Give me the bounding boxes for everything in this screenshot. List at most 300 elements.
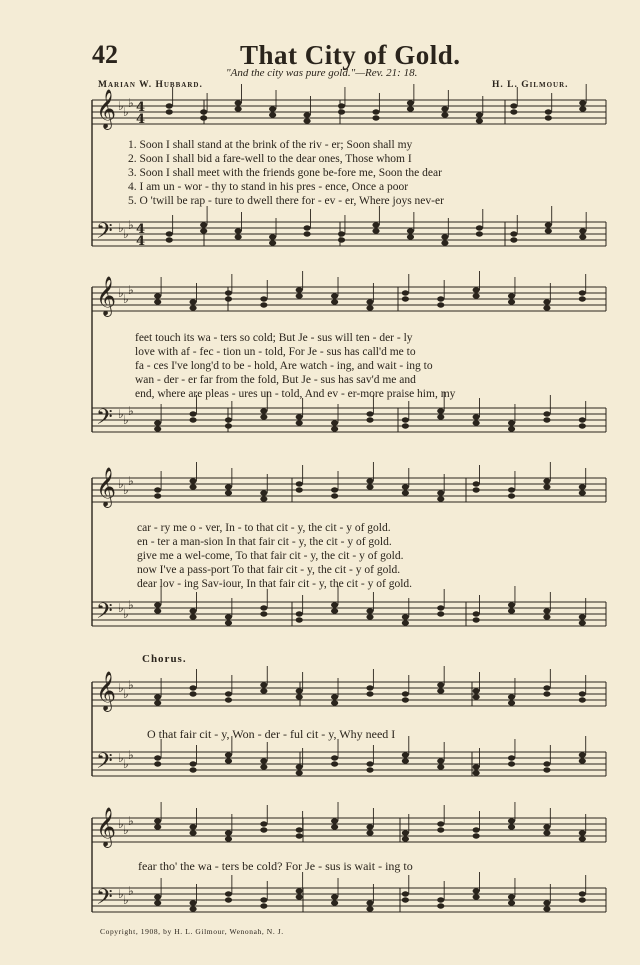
note-head (402, 836, 409, 841)
note-head (189, 824, 196, 829)
note-head (579, 106, 586, 111)
note-head (269, 106, 276, 111)
flat-icon: ♭ (123, 105, 129, 119)
note-head (189, 691, 196, 696)
scripture-epigraph: "And the city was pure gold."—Rev. 21: 18. (226, 67, 418, 79)
note-head (166, 109, 173, 114)
note-head (473, 293, 480, 298)
verse-line: now I've a pass-port To that fair cit - y, the cit - y of gold. (137, 564, 401, 576)
note-head (510, 109, 517, 114)
note-head (476, 118, 483, 123)
note-head (473, 833, 480, 838)
note-head (508, 299, 515, 304)
note-head (331, 755, 338, 760)
flat-icon: ♭ (128, 678, 134, 692)
note-head (331, 420, 338, 425)
note-head (473, 688, 480, 693)
note-head (473, 694, 480, 699)
note-head (579, 296, 586, 301)
note-head (296, 764, 303, 769)
note-head (579, 691, 586, 696)
note-head (402, 614, 409, 619)
bass-clef-icon: 𝄢 (96, 885, 113, 915)
note-head (437, 302, 444, 307)
note-head (225, 691, 232, 696)
note-head (508, 608, 515, 613)
time-signature: 4 (136, 112, 146, 127)
note-head (260, 408, 267, 413)
note-head (579, 228, 586, 233)
note-head (508, 420, 515, 425)
note-head (579, 897, 586, 902)
flat-icon: ♭ (123, 893, 129, 907)
note-head (331, 700, 338, 705)
note-head (166, 237, 173, 242)
note-head (331, 602, 338, 607)
note-head (366, 906, 373, 911)
note-head (225, 490, 232, 495)
chorus-line: O that fair cit - y, Won - der - ful cit - y, Why need I (147, 727, 396, 741)
note-head (437, 821, 444, 826)
note-head (225, 484, 232, 489)
flat-icon: ♭ (123, 687, 129, 701)
note-head (296, 770, 303, 775)
note-head (402, 484, 409, 489)
note-head (543, 608, 550, 613)
note-head (473, 770, 480, 775)
note-head (473, 414, 480, 419)
note-head (154, 894, 161, 899)
note-head (579, 620, 586, 625)
flat-icon: ♭ (118, 221, 124, 235)
note-head (543, 900, 550, 905)
note-head (473, 617, 480, 622)
note-head (189, 417, 196, 422)
flat-icon: ♭ (118, 681, 124, 695)
flat-icon: ♭ (128, 474, 134, 488)
note-head (154, 900, 161, 905)
composer-credit: H. L. Gilmour. (492, 80, 569, 90)
verse-line: car - ry me o - ver, In - to that cit - y, the cit - y of gold. (137, 522, 391, 534)
note-head (189, 484, 196, 489)
note-head (200, 109, 207, 114)
page-number: 42 (92, 40, 118, 69)
note-head (331, 493, 338, 498)
note-head (579, 490, 586, 495)
copyright-notice: Copyright, 1908, by H. L. Gilmour, Wenonah, N. J. (100, 927, 284, 936)
note-head (579, 891, 586, 896)
note-head (260, 611, 267, 616)
note-head (260, 827, 267, 832)
note-head (331, 293, 338, 298)
note-head (543, 478, 550, 483)
note-head (543, 299, 550, 304)
flat-icon: ♭ (118, 601, 124, 615)
note-head (269, 234, 276, 239)
note-head (510, 231, 517, 236)
note-head (189, 299, 196, 304)
note-head (473, 827, 480, 832)
note-head (338, 103, 345, 108)
flat-icon: ♭ (128, 814, 134, 828)
note-head (154, 755, 161, 760)
note-head (402, 296, 409, 301)
note-head (473, 487, 480, 492)
note-head (331, 426, 338, 431)
note-head (225, 758, 232, 763)
note-head (296, 894, 303, 899)
note-head (296, 888, 303, 893)
note-head (437, 897, 444, 902)
note-head (331, 608, 338, 613)
flat-icon: ♭ (123, 292, 129, 306)
note-head (296, 617, 303, 622)
verse-line: fa - ces I've long'd to be - hold, Are watch - ing, and wait - ing to (135, 360, 433, 372)
note-head (543, 906, 550, 911)
flat-icon: ♭ (128, 748, 134, 762)
note-head (235, 234, 242, 239)
note-head (543, 685, 550, 690)
note-head (473, 287, 480, 292)
note-head (225, 614, 232, 619)
note-head (303, 112, 310, 117)
note-head (296, 414, 303, 419)
flat-icon: ♭ (123, 483, 129, 497)
note-head (366, 305, 373, 310)
treble-clef-icon: 𝄞 (96, 807, 117, 847)
note-head (154, 761, 161, 766)
note-head (508, 824, 515, 829)
note-head (296, 487, 303, 492)
verse-line: give me a wel-come, To that fair cit - y, the cit - y of gold. (137, 550, 404, 562)
flat-icon: ♭ (128, 884, 134, 898)
verse-line: feet touch its wa - ters so cold; But Je - sus will ten - der - ly (135, 332, 413, 344)
treble-clef-icon: 𝄞 (96, 467, 117, 507)
note-head (260, 490, 267, 495)
note-head (189, 767, 196, 772)
note-head (508, 493, 515, 498)
flat-icon: ♭ (118, 286, 124, 300)
note-head (437, 688, 444, 693)
note-head (338, 237, 345, 242)
note-head (154, 824, 161, 829)
note-head (579, 234, 586, 239)
note-head (437, 605, 444, 610)
note-head (338, 231, 345, 236)
note-head (331, 894, 338, 899)
note-head (235, 100, 242, 105)
bass-clef-icon: 𝄢 (96, 405, 113, 435)
verse-line: 2. Soon I shall bid a fare-well to the dear ones, Those whom I (128, 153, 412, 165)
note-head (235, 106, 242, 111)
note-head (579, 290, 586, 295)
treble-clef-icon: 𝄞 (96, 276, 117, 316)
note-head (189, 685, 196, 690)
note-head (437, 764, 444, 769)
note-head (331, 694, 338, 699)
note-head (543, 614, 550, 619)
note-head (225, 423, 232, 428)
flat-icon: ♭ (128, 283, 134, 297)
note-head (473, 888, 480, 893)
note-head (543, 691, 550, 696)
note-head (579, 697, 586, 702)
note-head (200, 228, 207, 233)
note-head (473, 420, 480, 425)
note-head (296, 293, 303, 298)
note-head (366, 900, 373, 905)
note-head (508, 700, 515, 705)
note-head (545, 109, 552, 114)
note-head (189, 411, 196, 416)
note-head (260, 821, 267, 826)
note-head (225, 290, 232, 295)
flat-icon: ♭ (128, 96, 134, 110)
note-head (225, 897, 232, 902)
time-signature: 4 (136, 222, 146, 237)
note-head (189, 761, 196, 766)
note-head (545, 222, 552, 227)
note-head (260, 605, 267, 610)
note-head (508, 602, 515, 607)
note-head (402, 423, 409, 428)
note-head (508, 426, 515, 431)
note-head (366, 685, 373, 690)
flat-icon: ♭ (118, 751, 124, 765)
note-head (366, 614, 373, 619)
note-head (543, 824, 550, 829)
note-head (473, 611, 480, 616)
note-head (407, 228, 414, 233)
note-head (437, 496, 444, 501)
note-head (579, 752, 586, 757)
note-head (166, 103, 173, 108)
verse-line: 5. O 'twill be rap - ture to dwell there for - ev - er, Where joys nev-er (128, 195, 444, 207)
note-head (225, 620, 232, 625)
note-head (269, 112, 276, 117)
verse-line: wan - der - er far from the fold, But Je - sus has sav'd me and (135, 374, 416, 386)
note-head (402, 620, 409, 625)
note-head (154, 818, 161, 823)
note-head (543, 830, 550, 835)
note-head (154, 602, 161, 607)
verse-line: 1. Soon I shall stand at the brink of the riv - er; Soon shall my (128, 139, 413, 151)
note-head (372, 115, 379, 120)
note-head (200, 115, 207, 120)
note-head (296, 694, 303, 699)
flat-icon: ♭ (128, 404, 134, 418)
flat-icon: ♭ (123, 227, 129, 241)
note-head (366, 830, 373, 835)
note-head (508, 755, 515, 760)
note-head (543, 761, 550, 766)
note-head (225, 296, 232, 301)
note-head (296, 688, 303, 693)
note-head (579, 830, 586, 835)
flat-icon: ♭ (118, 99, 124, 113)
note-head (402, 897, 409, 902)
note-head (154, 700, 161, 705)
note-head (260, 688, 267, 693)
note-head (225, 830, 232, 835)
note-head (508, 818, 515, 823)
note-head (402, 490, 409, 495)
note-head (407, 100, 414, 105)
chorus-line: fear tho' the wa - ters be cold? For Je - sus is wait - ing to (138, 859, 413, 873)
note-head (543, 305, 550, 310)
note-head (543, 767, 550, 772)
verse-line: 4. I am un - wor - thy to stand in his pres - ence, Once a poor (128, 181, 409, 193)
note-head (189, 305, 196, 310)
note-head (154, 694, 161, 699)
flat-icon: ♭ (123, 757, 129, 771)
note-head (402, 417, 409, 422)
note-head (189, 830, 196, 835)
note-head (260, 302, 267, 307)
note-head (189, 906, 196, 911)
note-head (407, 106, 414, 111)
note-head (331, 487, 338, 492)
note-head (545, 115, 552, 120)
note-head (372, 228, 379, 233)
verse-line: 3. Soon I shall meet with the friends gone be-fore me, Soon the dear (128, 167, 442, 179)
note-head (402, 290, 409, 295)
flat-icon: ♭ (118, 817, 124, 831)
note-head (402, 891, 409, 896)
note-head (441, 234, 448, 239)
chorus-label: Chorus. (142, 653, 187, 665)
note-head (154, 420, 161, 425)
note-head (437, 903, 444, 908)
note-head (579, 836, 586, 841)
note-head (331, 818, 338, 823)
note-head (296, 420, 303, 425)
bass-clef-icon: 𝄢 (96, 219, 113, 249)
note-head (366, 824, 373, 829)
note-head (331, 900, 338, 905)
note-head (296, 827, 303, 832)
flat-icon: ♭ (123, 823, 129, 837)
verse-line: love with af - fec - tion un - told, For Je - sus has call'd me to (135, 346, 416, 358)
note-head (473, 481, 480, 486)
note-head (366, 691, 373, 696)
note-head (331, 824, 338, 829)
note-head (225, 417, 232, 422)
note-head (331, 299, 338, 304)
note-head (508, 487, 515, 492)
note-head (303, 225, 310, 230)
note-head (372, 109, 379, 114)
note-head (543, 484, 550, 489)
note-head (437, 296, 444, 301)
note-head (154, 493, 161, 498)
flat-icon: ♭ (128, 598, 134, 612)
note-head (372, 222, 379, 227)
flat-icon: ♭ (123, 413, 129, 427)
note-head (366, 484, 373, 489)
note-head (579, 614, 586, 619)
flat-icon: ♭ (118, 887, 124, 901)
note-head (579, 100, 586, 105)
flat-icon: ♭ (128, 218, 134, 232)
bass-clef-icon: 𝄢 (96, 599, 113, 629)
note-head (225, 891, 232, 896)
note-head (476, 225, 483, 230)
note-head (508, 894, 515, 899)
note-head (437, 758, 444, 763)
note-head (366, 608, 373, 613)
verse-line: en - ter a man-sion In that fair cit - y, the cit - y of gold. (137, 536, 392, 548)
flat-icon: ♭ (118, 407, 124, 421)
note-head (366, 767, 373, 772)
note-head (476, 231, 483, 236)
note-head (366, 411, 373, 416)
note-head (154, 426, 161, 431)
note-head (508, 293, 515, 298)
note-head (437, 611, 444, 616)
note-head (441, 106, 448, 111)
note-head (441, 240, 448, 245)
note-head (437, 414, 444, 419)
note-head (510, 103, 517, 108)
note-head (303, 231, 310, 236)
note-head (260, 414, 267, 419)
treble-clef-icon: 𝄞 (96, 671, 117, 711)
note-head (235, 228, 242, 233)
note-head (441, 112, 448, 117)
note-head (508, 761, 515, 766)
note-head (437, 682, 444, 687)
verse-line: end, where are pleas - ures un - told, And ev - er-more praise him, my (135, 388, 456, 400)
note-head (543, 417, 550, 422)
note-head (296, 287, 303, 292)
note-head (579, 423, 586, 428)
note-head (579, 758, 586, 763)
note-head (510, 237, 517, 242)
note-head (366, 761, 373, 766)
note-head (303, 118, 310, 123)
time-signature: 4 (136, 234, 146, 249)
bass-clef-icon: 𝄢 (96, 749, 113, 779)
note-head (296, 611, 303, 616)
note-head (154, 608, 161, 613)
note-head (402, 758, 409, 763)
note-head (154, 487, 161, 492)
note-head (260, 897, 267, 902)
note-head (338, 109, 345, 114)
hymn-title: That City of Gold. (240, 40, 461, 70)
note-head (260, 764, 267, 769)
flat-icon: ♭ (118, 477, 124, 491)
note-head (543, 411, 550, 416)
note-head (437, 490, 444, 495)
time-signature: 4 (136, 100, 146, 115)
lyricist-credit: Marian W. Hubbard. (98, 80, 203, 90)
note-head (189, 478, 196, 483)
note-head (166, 231, 173, 236)
note-head (407, 234, 414, 239)
note-head (366, 478, 373, 483)
note-head (269, 240, 276, 245)
note-head (154, 299, 161, 304)
note-head (154, 293, 161, 298)
note-head (579, 484, 586, 489)
note-head (331, 761, 338, 766)
note-head (225, 697, 232, 702)
note-head (296, 481, 303, 486)
note-head (508, 900, 515, 905)
note-head (225, 836, 232, 841)
